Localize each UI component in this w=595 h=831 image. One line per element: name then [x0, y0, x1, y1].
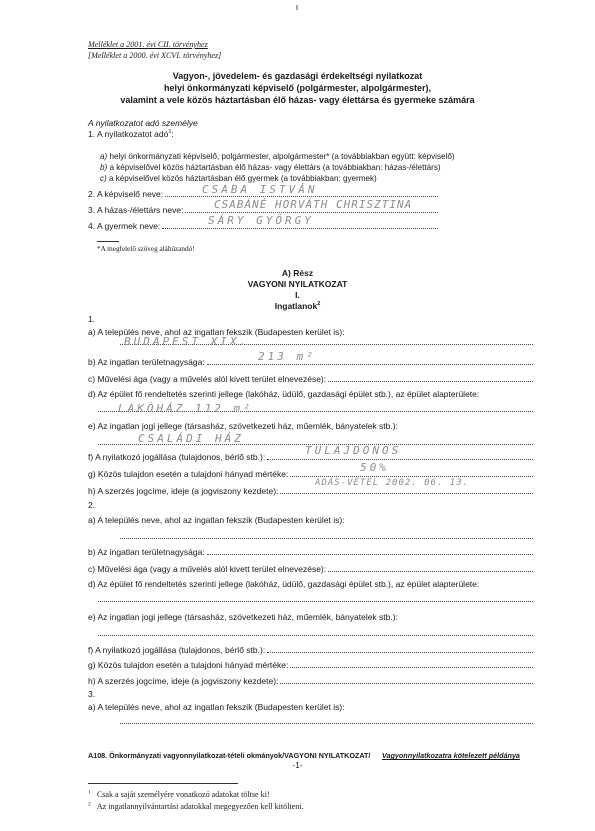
- declarant-section-label: A nyilatkozatot adó személye: [88, 118, 198, 128]
- page-number: -1-: [292, 761, 303, 770]
- child-name-value: SÁRY GYÖRGY: [208, 214, 314, 227]
- property-2-legal-label: e) Az ingatlan jogi jellege (társasház, szövetkezeti ház, műemlék, bányatelek stb.):: [88, 612, 398, 622]
- property-2-building-field[interactable]: [96, 600, 533, 604]
- property-1-cultivation-field[interactable]: c) Művelési ága (vagy a művelés alól kivett terület elnevezése):: [88, 374, 533, 384]
- property-1-legal-label: e) Az ingatlan jogi jellege (társasház, szövetkezeti ház, műemlék, bányatelek stb.):: [88, 421, 398, 431]
- property-1-share-value: 50%: [360, 461, 389, 474]
- option-b[interactable]: b) a képviselővel közös háztartásban élő házas- vagy élettárs (a továbbiakban: házas-/élettárs): [100, 163, 441, 172]
- property-2-settlement-label: a) A település neve, ahol az ingatlan fekszik (Budapesten kerület is):: [88, 515, 345, 525]
- section-title: Ingatlanok$^2$: [274, 301, 321, 311]
- property-3-settlement-field[interactable]: [118, 722, 533, 726]
- option-a[interactable]: a) helyi önkormányzati képviselő, polgármester, alpolgármester* (a továbbiakban együtt: képviselő): [100, 152, 455, 161]
- asterisk-note: *A megfelelő szöveg aláhúzandó!: [97, 245, 195, 253]
- property-1-area-value: 213 m²: [258, 350, 316, 363]
- annex-line-2: [Melléklet a 2000. évi XCVI. törvényhez]: [88, 51, 222, 60]
- representative-name-field[interactable]: 2. A képviselő neve:: [88, 189, 438, 199]
- footer-doc-code: A108. Önkormányzati vagyonnyilatkozat-tételi okmányok/VAGYONI NYILATKOZAT/: [88, 751, 371, 760]
- title-line-2: helyi önkormányzati képviselő (polgármester, alpolgármester),: [163, 83, 432, 93]
- property-1-building-value: LAKÓHÁZ 112 m²: [118, 402, 253, 415]
- property-1-legal-value: CSALÁDI HÁZ: [138, 432, 244, 445]
- annex-line-1: Melléklet a 2001. évi CII. törvényhez: [88, 40, 208, 49]
- property-2-share-field[interactable]: g) Közös tulajdon esetén a tulajdoni hányad mértéke:: [88, 660, 533, 670]
- child-name-field[interactable]: 4. A gyermek neve:: [88, 221, 438, 231]
- property-1-settlement-label: a) A település neve, ahol az ingatlan fekszik (Budapesten kerület is):: [88, 327, 345, 337]
- title-line-3: valamint a vele közös háztartásban élő házas- vagy élettársa és gyermeke számára: [120, 95, 475, 105]
- property-2-cultivation-field[interactable]: c) Művelési ága (vagy a művelés alól kivett terület elnevezése):: [88, 564, 533, 574]
- property-2-number: 2.: [88, 500, 96, 510]
- property-2-building-label: d) Az épület fő rendeltetés szerinti jellege (lakóház, üdülő, gazdasági épület stb.), az épület alapterülete:: [88, 579, 480, 589]
- title-line-1: Vagyon-, jövedelem- és gazdasági érdekeltségi nyilatkozat: [172, 71, 423, 81]
- property-2-acquisition-field[interactable]: h) A szerzés jogcíme, ideje (a jogviszony kezdete):: [88, 676, 533, 686]
- option-c[interactable]: c) a képviselővel közös háztartásban élő gyermek (a továbbiakban: gyermek): [100, 174, 377, 183]
- property-1-share-field[interactable]: g) Közös tulajdon esetén a tulajdoni hányad mértéke:: [88, 469, 533, 479]
- part-title: A) Rész: [281, 268, 314, 278]
- property-1-acquisition-value: ADÁS-VÉTEL 2002. 06. 13.: [315, 478, 470, 488]
- top-mark: ι: [296, 2, 298, 12]
- property-1-status-value: TULAJDONOS: [305, 444, 402, 457]
- property-1-number: 1.: [88, 314, 96, 324]
- property-3-number: 3.: [88, 689, 96, 699]
- question-1-label: 1. A nyilatkozatot adó$^1$:: [88, 129, 174, 139]
- spouse-name-field[interactable]: 3. A házas-/élettárs neve:: [88, 205, 438, 215]
- property-2-legal-field[interactable]: [96, 634, 533, 638]
- footnote-1: $^1$ Csak a saját személyére vonatkozó adatokat töltse ki!: [88, 789, 270, 799]
- property-3-settlement-label: a) A település neve, ahol az ingatlan fekszik (Budapesten kerület is):: [88, 702, 345, 712]
- property-2-settlement-field[interactable]: [118, 537, 533, 541]
- spouse-name-value: CSABÁNÉ HORVÁTH CHRISZTINA: [214, 198, 413, 211]
- property-2-area-field[interactable]: b) Az ingatlan területnagysága:: [88, 547, 533, 557]
- property-2-status-field[interactable]: f) A nyilatkozó jogállása (tulajdonos, bérlő stb.):: [88, 645, 533, 655]
- roman-numeral: I.: [295, 290, 300, 300]
- footnote-2: $^2$ Az ingatlannyilvántartási adatokkal megegyezően kell kitölteni.: [88, 801, 304, 811]
- note-rule: [97, 241, 119, 242]
- property-1-building-label: d) Az épület fő rendeltetés szerinti jellege (lakóház, üdülő, gazdasági épület stb.), az épület alapterülete:: [88, 389, 480, 399]
- footer-copy-note: Vagyonnyilatkozatra kötelezett példánya: [382, 751, 520, 760]
- part-subtitle: VAGYONI NYILATKOZAT: [247, 279, 348, 289]
- footnote-rule: [88, 783, 238, 784]
- property-1-status-field[interactable]: f) A nyilatkozó jogállása (tulajdonos, bérlő stb.):: [88, 452, 533, 462]
- property-1-acquisition-field[interactable]: h) A szerzés jogcíme, ideje (a jogviszony kezdete):: [88, 486, 533, 496]
- property-1-area-field[interactable]: b) Az ingatlan területnagysága:: [88, 357, 533, 367]
- property-1-settlement-value: BUDAPEST XIX.: [124, 335, 250, 348]
- representative-name-value: CSABA ISTVÁN: [202, 183, 318, 196]
